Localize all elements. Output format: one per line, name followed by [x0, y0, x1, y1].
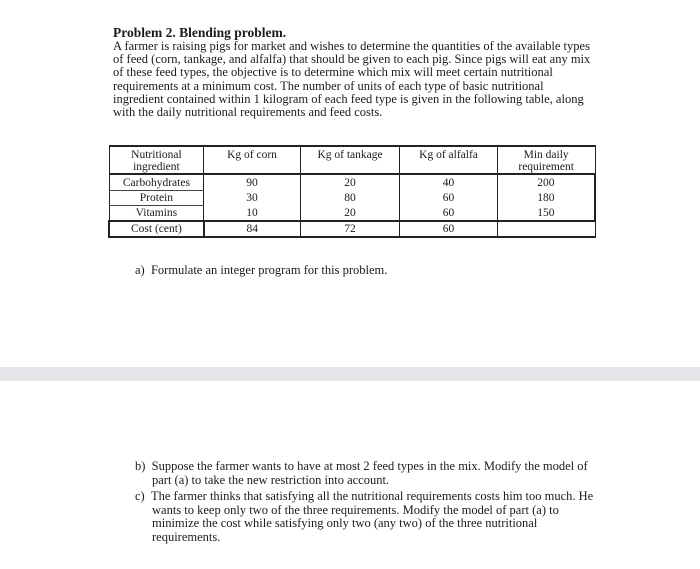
- row-label: Cost (cent): [109, 221, 204, 237]
- question-a-marker: a): [135, 263, 145, 277]
- header-min-daily-requirement: Min daily requirement: [497, 146, 595, 174]
- question-b-marker: b): [135, 459, 146, 473]
- question-c-text: The farmer thinks that satisfying all the nutritional requirements costs him too much. He wants to keep only two of the three requirements. Modify the model of part (a) to minimize the cost while satisfying only two (any two) of the three nutritional requirements.: [150, 489, 594, 544]
- row-label: Carbohydrates: [109, 174, 204, 191]
- question-a-text: Formulate an integer program for this problem.: [150, 263, 388, 277]
- table-cell: 60: [400, 221, 498, 237]
- table-header-row: [109, 146, 595, 174]
- table-cell: 60: [400, 206, 498, 222]
- table-row: [109, 191, 595, 206]
- table-cell: 20: [300, 174, 400, 191]
- header-nutritional-ingredient: Nutritional ingredient: [109, 146, 204, 174]
- table-cell: 180: [497, 191, 595, 206]
- table-cell: [497, 221, 595, 237]
- header-kg-corn: Kg of corn: [204, 146, 300, 174]
- table-row-cost: [109, 221, 595, 237]
- question-b: [135, 460, 592, 487]
- table-cell: 150: [497, 206, 595, 222]
- header-kg-tankage: Kg of tankage: [300, 146, 400, 174]
- table-row: [109, 206, 595, 222]
- table-cell: 10: [204, 206, 300, 222]
- table-cell: 40: [400, 174, 498, 191]
- table-cell: 84: [204, 221, 300, 237]
- row-label: Protein: [109, 191, 204, 206]
- table-cell: 72: [300, 221, 400, 237]
- question-c: [135, 490, 602, 544]
- table-row: [109, 174, 595, 191]
- table-cell: 60: [400, 191, 498, 206]
- header-kg-alfalfa: Kg of alfalfa: [400, 146, 498, 174]
- table-cell: 80: [300, 191, 400, 206]
- question-a: [135, 264, 592, 278]
- table-cell: 20: [300, 206, 400, 222]
- table-cell: 30: [204, 191, 300, 206]
- table-cell: 200: [497, 174, 595, 191]
- table-cell: 90: [204, 174, 300, 191]
- nutrition-table: [108, 145, 596, 238]
- problem-heading: Problem 2. Blending problem.: [113, 25, 287, 40]
- question-b-text: Suppose the farmer wants to have at most 2 feed types in the mix. Modify the model of part (a) to take the new restriction into account.: [151, 459, 588, 487]
- problem-intro: A farmer is raising pigs for market and wishes to determine the quantities of the available types of feed (corn, tankage, and alfalfa) that should be given to each pig. Since pigs will eat any mix of these feed types, the objective is to determine which mix will meet certain nutritional requirements at a minimum cost. The number of units of each type of basic nutritional ingredient contained within 1 kilogram of each feed type is given in the following table, along with the daily nutritional requirements and feed costs.: [113, 39, 591, 120]
- row-label: Vitamins: [109, 206, 204, 222]
- question-c-marker: c): [135, 489, 145, 503]
